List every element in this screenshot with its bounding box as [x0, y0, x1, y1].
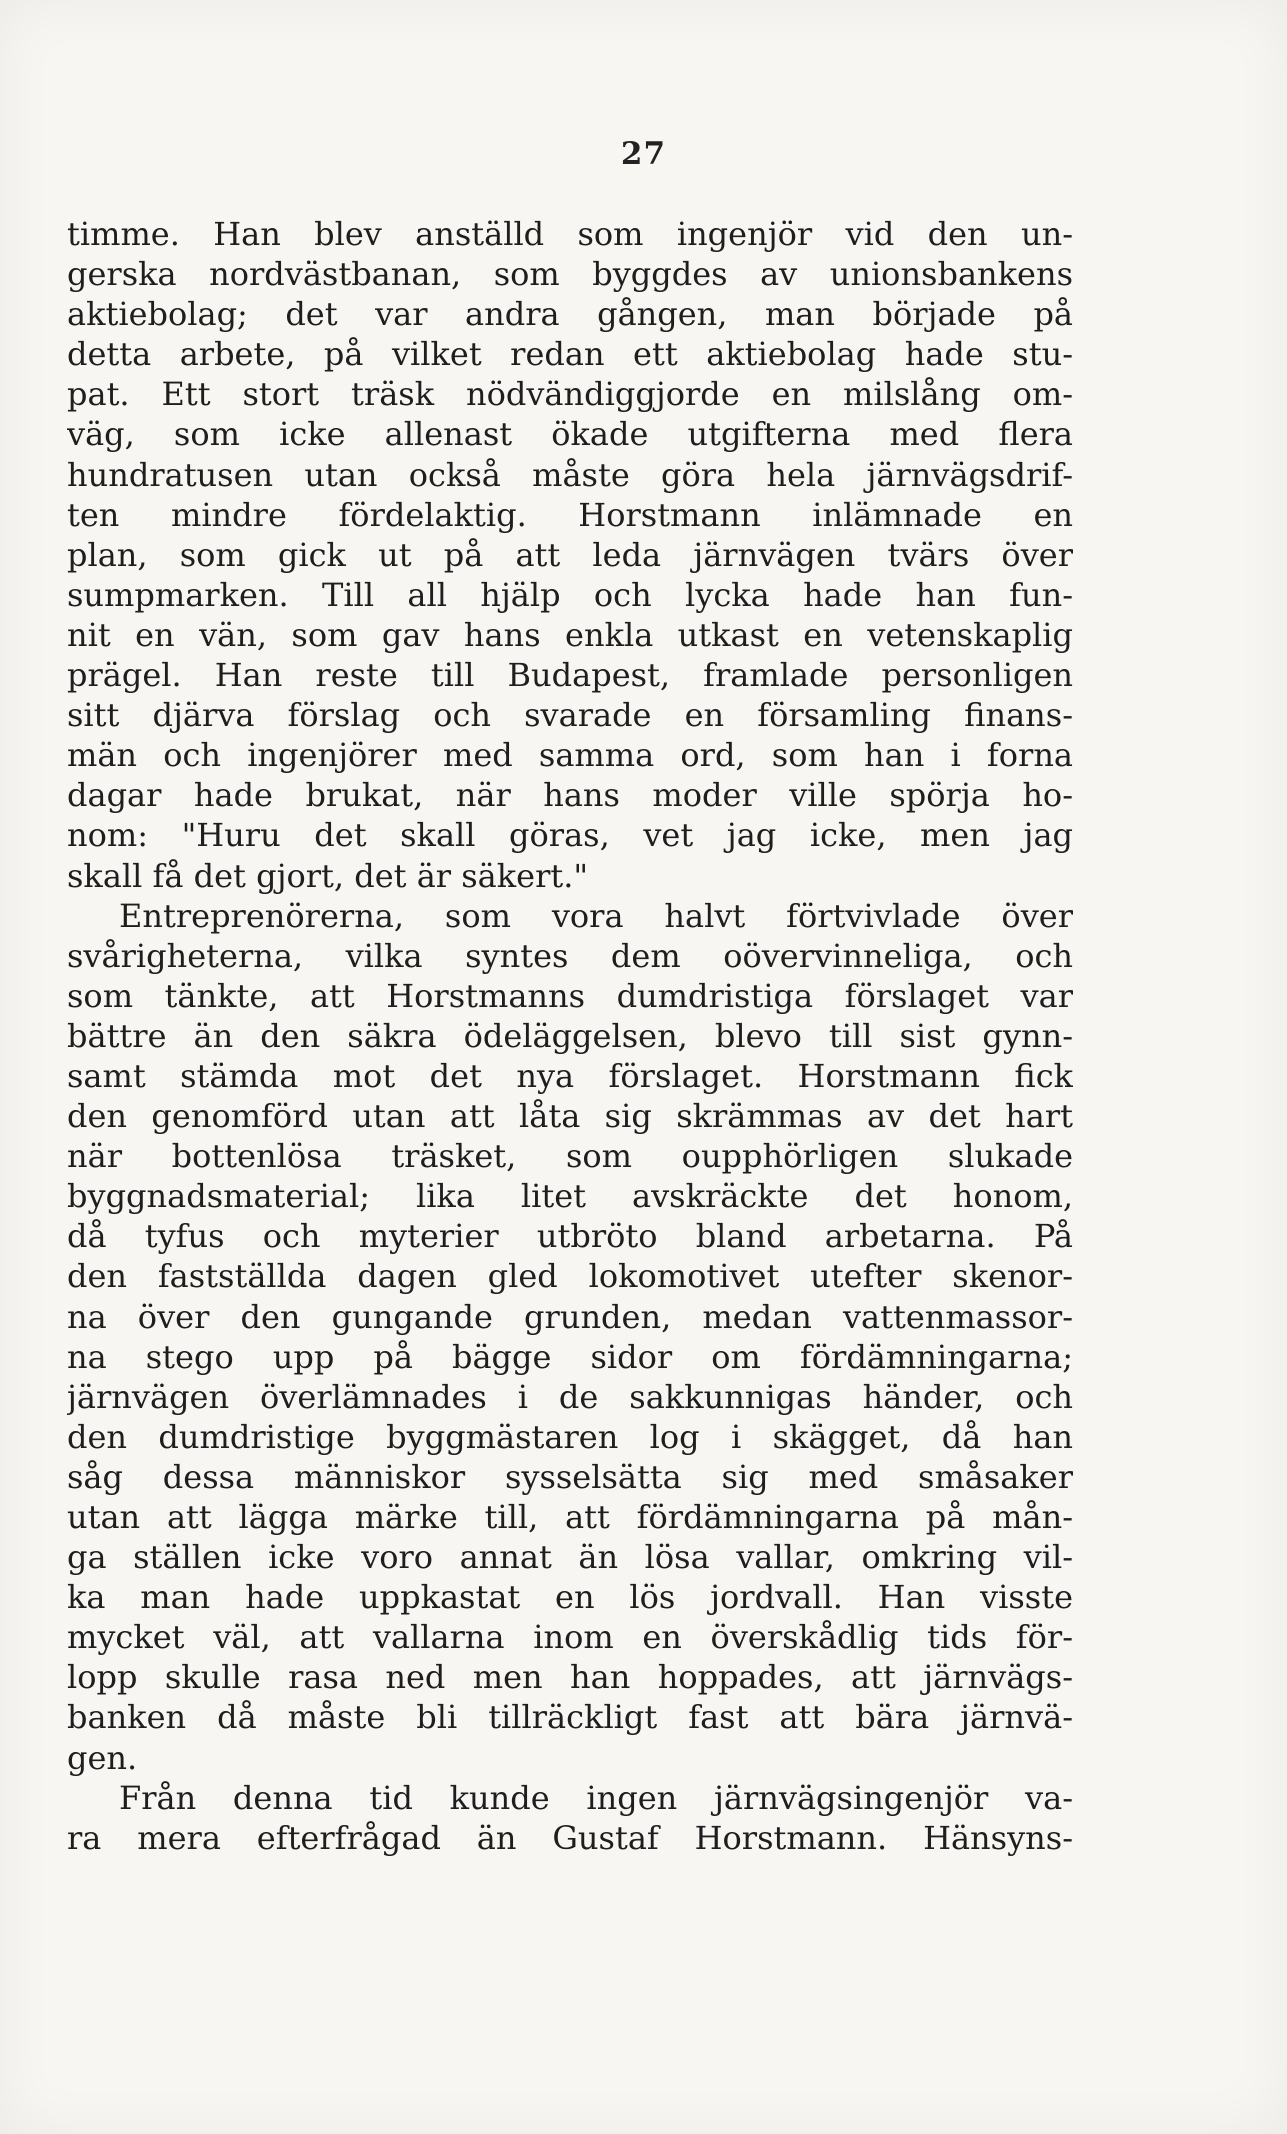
text-line: Entreprenörerna, som vora halvt förtvivlade över [119, 896, 1073, 935]
text-line: som tänkte, att Horstmanns dumdristiga förslaget var [67, 976, 1073, 1015]
text-line: ga ställen icke voro annat än lösa vallar, omkring vil- [67, 1538, 1073, 1577]
text-line: utan att lägga märke till, att fördämningarna på mån- [67, 1498, 1073, 1536]
text-line: bättre än den säkra ödeläggelsen, blevo till sist gynn- [67, 1016, 1073, 1055]
text-line: svårigheterna, vilka syntes dem oövervinneliga, och [67, 936, 1073, 975]
text-line: den fastställda dagen gled lokomotivet utefter skenor- [67, 1257, 1073, 1296]
text-line: ra mera efterfrågad än Gustaf Horstmann. Hänsyns- [67, 1818, 1073, 1857]
text-line: detta arbete, på vilket redan ett aktiebolag hade stu- [67, 335, 1073, 374]
page-number: 27 [620, 136, 667, 172]
text-line: då tyfus och myterier utbröto bland arbetarna. På [67, 1217, 1073, 1256]
text-line: ten mindre fördelaktig. Horstmann inlämnade en [67, 495, 1073, 534]
text-line: timme. Han blev anställd som ingenjör vid den un- [67, 215, 1073, 253]
text-line: gerska nordvästbanan, som byggdes av unionsbankens [67, 255, 1073, 294]
text-line: byggnadsmaterial; lika litet avskräckte det honom, [67, 1177, 1073, 1216]
text-line: samt stämda mot det nya förslaget. Horstmann fick [67, 1056, 1073, 1095]
text-line: när bottenlösa träsket, som oupphörligen slukade [67, 1137, 1073, 1176]
text-line: män och ingenjörer med samma ord, som han i forna [67, 736, 1073, 775]
text-line: gen. [67, 1738, 138, 1777]
text-line: mycket väl, att vallarna inom en överskådlig tids för- [67, 1618, 1073, 1657]
text-line: den dumdristige byggmästaren log i skägget, då han [67, 1417, 1073, 1456]
text-line: na stego upp på bägge sidor om fördämningarna; [67, 1337, 1073, 1376]
text-line: banken då måste bli tillräckligt fast att bära järnvä- [67, 1698, 1073, 1737]
text-line: Från denna tid kunde ingen järnvägsingenjör va- [119, 1778, 1073, 1817]
text-line: skall få det gjort, det är säkert." [67, 856, 589, 895]
text-line: ka man hade uppkastat en lös jordvall. Han visste [67, 1578, 1073, 1617]
text-line: sumpmarken. Till all hjälp och lycka hade han fun- [67, 575, 1073, 614]
text-line: såg dessa människor sysselsätta sig med småsaker [67, 1457, 1073, 1496]
text-line: nit en vän, som gav hans enkla utkast en vetenskaplig [67, 615, 1073, 654]
text-line: den genomförd utan att låta sig skrämmas av det hart [67, 1097, 1073, 1136]
text-line: plan, som gick ut på att leda järnvägen tvärs över [67, 535, 1073, 574]
text-line: pat. Ett stort träsk nödvändiggjorde en milslång om- [67, 375, 1073, 414]
text-line: prägel. Han reste till Budapest, framlade personligen [67, 656, 1073, 695]
text-line: na över den gungande grunden, medan vattenmassor- [67, 1297, 1073, 1336]
text-line: aktiebolag; det var andra gången, man började på [67, 295, 1073, 334]
text-line: lopp skulle rasa ned men han hoppades, att järnvägs- [67, 1658, 1073, 1697]
text-line: järnvägen överlämnades i de sakkunnigas händer, och [67, 1377, 1073, 1416]
text-line: nom: "Huru det skall göras, vet jag icke, men jag [67, 816, 1073, 855]
body-text [67, 214, 1073, 1858]
text-line: hundratusen utan också måste göra hela järnvägsdrif- [67, 455, 1073, 494]
text-line: dagar hade brukat, när hans moder ville spörja ho- [67, 776, 1073, 815]
text-line: sitt djärva förslag och svarade en församling finans- [67, 696, 1073, 735]
text-line: väg, som icke allenast ökade utgifterna med flera [67, 415, 1073, 454]
